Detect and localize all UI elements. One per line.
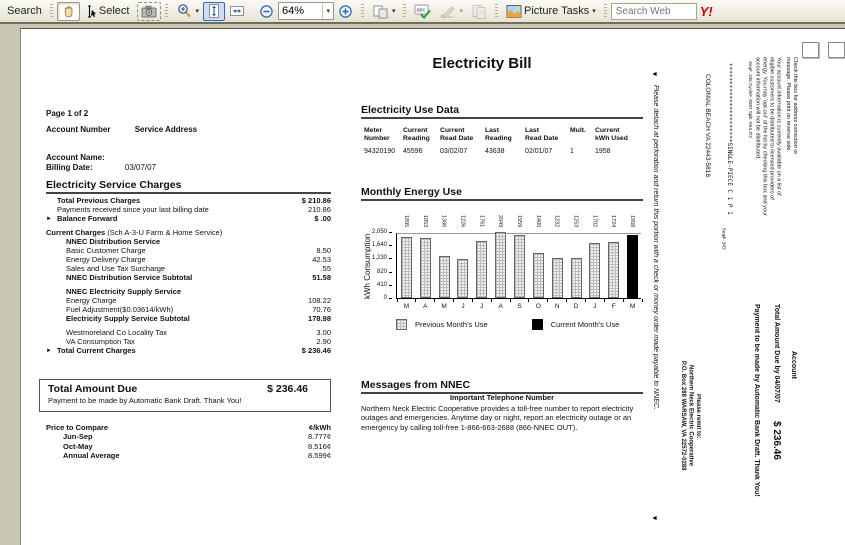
chart-x-tick xyxy=(453,299,454,302)
charge-label: Westmoreland Co Locality Tax xyxy=(66,328,168,338)
chart-bar-value-label: 1400 xyxy=(534,214,541,227)
chart-x-tick-label: S xyxy=(517,303,522,310)
vertical-text-line: Seq#-345 xyxy=(720,228,726,250)
monthly-energy-use-chart xyxy=(361,199,651,339)
chart-legend xyxy=(396,319,619,330)
toolbar-grip xyxy=(403,4,406,19)
chevron-down-icon: ▾ xyxy=(391,8,396,15)
use-data-column xyxy=(525,127,570,155)
chart-bar-value-label: 2049 xyxy=(497,214,504,227)
service-charges-table xyxy=(46,197,331,356)
page-title: Electricity Bill xyxy=(432,55,532,72)
account-number-label: Account Number xyxy=(46,125,111,134)
charge-row xyxy=(46,315,331,324)
toolbar-grip xyxy=(50,4,53,19)
messages-heading: Messages from NNEC xyxy=(361,379,643,394)
yahoo-logo: Y! xyxy=(699,3,713,19)
ibeam-cursor-icon xyxy=(84,4,97,19)
charge-value: 51.58 xyxy=(312,272,331,282)
vertical-text-line: Check this box for address correction or xyxy=(792,57,798,155)
chart-y-tick-label: 410 xyxy=(360,282,392,288)
chart-y-tick-label: 820 xyxy=(360,269,392,275)
chevron-down-icon: ▾ xyxy=(592,8,596,15)
messages-body: Northern Neck Electric Cooperative provides a toll-free number to report electricity outages and emergencies. Anytime day or night, report an electricity outage or an emergency by calling toll-free 1-866-663-2688 (866-NNEC OUT). xyxy=(361,404,634,432)
service-charges-heading: Electricity Service Charges xyxy=(46,179,331,194)
price-to-compare-heading: Price to Compare xyxy=(46,423,109,432)
use-data-cell: 1958 xyxy=(595,148,611,155)
price-period-label: Oct-May xyxy=(63,441,93,451)
chart-x-tick-label: A xyxy=(423,303,428,310)
chart-bar xyxy=(439,256,450,298)
use-data-cell: 94320190 xyxy=(364,148,396,155)
chart-bar-value-label: 1702 xyxy=(591,214,598,227)
account-name-label: Account Name: xyxy=(46,153,105,162)
snapshot-tool-button[interactable] xyxy=(137,2,161,21)
toolbar-grip xyxy=(495,4,498,19)
stub-amount-due-vertical xyxy=(766,304,782,544)
total-due-amount: $ 236.46 xyxy=(267,383,308,395)
chart-y-tick-label: 1,230 xyxy=(360,255,392,261)
charge-label: NNEC Distribution Service Subtotal xyxy=(66,272,193,282)
arrow-right-icon: ► xyxy=(46,348,52,355)
use-data-cell: 02/01/07 xyxy=(525,148,553,155)
search-button[interactable]: Search xyxy=(7,5,42,17)
use-data-column xyxy=(595,127,640,155)
charge-row xyxy=(46,274,331,283)
magnifier-icon xyxy=(176,3,192,19)
stub-account-label: Account xyxy=(790,351,797,379)
price-value: 8.516¢ xyxy=(308,441,331,451)
arrow-right-icon: ► xyxy=(46,215,52,222)
charge-label: Electricity Supply Service Subtotal xyxy=(66,313,190,323)
price-period-label: Jun-Sep xyxy=(63,432,93,442)
picture-tasks-button[interactable] xyxy=(502,2,600,21)
vertical-text-line: account information will not be distributed. xyxy=(754,57,761,160)
picture-tasks-icon xyxy=(506,4,522,19)
spellcheck-abc-icon xyxy=(414,4,431,19)
use-data-column-header: Last Reading xyxy=(485,127,512,142)
price-to-compare-row xyxy=(46,432,331,441)
optout-checkbox[interactable] xyxy=(828,42,845,58)
zoom-tool-button[interactable] xyxy=(172,2,203,21)
bill-page xyxy=(20,28,845,545)
copy-document-icon xyxy=(471,4,487,19)
price-period-label: Annual Average xyxy=(63,450,120,460)
charge-value: 3.00 xyxy=(316,328,331,338)
perforation-arrow-icon: ◄ xyxy=(651,515,658,522)
price-value: 8.599¢ xyxy=(308,450,331,460)
chart-x-tick-label: D xyxy=(573,303,579,310)
chart-x-tick xyxy=(472,299,473,302)
chart-x-tick xyxy=(397,299,398,302)
use-data-table xyxy=(364,127,646,155)
vertical-text-line: Please remit to: xyxy=(695,393,701,439)
vertical-text-line: eligible customers to be distributed to licensed providers of xyxy=(768,57,775,200)
chart-bar-value-label: 1226 xyxy=(459,214,466,227)
chart-x-tick-label: J xyxy=(461,303,465,310)
chart-bar xyxy=(514,235,525,298)
vertical-text-line: Northern Neck Electric Cooperative xyxy=(687,365,694,467)
billing-date-value: 03/07/07 xyxy=(124,163,157,172)
signature-pen-icon xyxy=(439,4,456,19)
service-address-label: Service Address xyxy=(134,125,198,134)
hand-icon xyxy=(61,4,76,19)
perforation-arrow-icon: ◄ xyxy=(651,71,658,78)
chart-y-axis-label: kWh Consumption xyxy=(363,233,372,299)
chart-x-tick-label: M xyxy=(441,303,447,310)
pdf-viewer-toolbar xyxy=(0,0,845,24)
chart-x-tick-label: A xyxy=(498,303,503,310)
billing-date-row xyxy=(46,163,156,172)
picture-tasks-label: Picture Tasks xyxy=(523,5,590,17)
price-value: 8.777¢ xyxy=(308,432,331,442)
use-data-column-header: Current Reading xyxy=(403,127,430,142)
charge-label: Energy Delivery Charge xyxy=(66,254,146,264)
charge-value: $ 236.46 xyxy=(301,346,331,356)
use-data-cell: 1 xyxy=(570,148,574,155)
chart-x-tick-label: N xyxy=(554,303,560,310)
chart-bar xyxy=(608,242,619,298)
chart-bar-value-label: 1895 xyxy=(402,214,409,227)
chart-y-tick-label: 1,640 xyxy=(360,242,392,248)
svg-text:abc: abc xyxy=(416,7,426,13)
toolbar-grip xyxy=(165,4,168,19)
chart-bar xyxy=(552,258,563,298)
charge-label: Current Charges (Sch A-3-U Farm & Home Service) xyxy=(46,228,223,238)
chart-x-tick xyxy=(528,299,529,302)
legend-previous-swatch xyxy=(396,319,407,330)
chart-bar-value-label: 1253 xyxy=(572,214,579,227)
legend-current-label: Current Month's Use xyxy=(550,320,620,329)
messages-subheading: Important Telephone Number xyxy=(449,393,555,402)
zoom-in-button[interactable] xyxy=(334,2,357,21)
mailing-city-vertical: COLONIAL BEACH VA 22443-5816 xyxy=(704,74,711,177)
zoom-level-value: 64% xyxy=(281,5,304,17)
chart-x-tick xyxy=(604,299,605,302)
chart-bar xyxy=(476,241,487,298)
chart-bar-value-label: 1724 xyxy=(610,214,617,227)
chart-x-tick-label: M xyxy=(629,303,636,310)
vertical-text-line: message. Please print on reverse side. xyxy=(785,57,792,153)
detach-instruction-vertical: Please detach at perforation and return this portion with a check or money order made payable to NNEC. xyxy=(652,85,659,410)
charge-value: 108.22 xyxy=(308,296,331,306)
use-data-column-header: Meter Number xyxy=(364,127,390,142)
price-to-compare-table xyxy=(46,423,331,460)
chevron-down-icon: ▾ xyxy=(195,8,199,15)
search-web-input[interactable] xyxy=(611,3,697,20)
chart-bar xyxy=(571,258,582,298)
select-tool-button[interactable] xyxy=(80,2,134,21)
price-to-compare-row xyxy=(46,451,331,460)
charge-value: $ .00 xyxy=(314,213,331,223)
charge-value: 210.86 xyxy=(308,204,331,214)
charge-value: .55 xyxy=(320,263,331,273)
fit-page-button[interactable] xyxy=(203,2,225,21)
charge-value: 70.76 xyxy=(312,304,331,314)
use-data-column-header: Current Read Date xyxy=(440,127,474,142)
sign-document-button[interactable] xyxy=(435,2,467,21)
charge-value: 42.53 xyxy=(312,254,331,264)
charge-label: Total Previous Charges xyxy=(57,196,141,205)
toolbar-grip xyxy=(361,4,364,19)
charge-row xyxy=(46,215,331,224)
charge-label: VA Consumption Tax xyxy=(66,337,135,347)
charge-label: Fuel Adjustment($0.03614/kWh) xyxy=(66,304,174,314)
legend-current-swatch xyxy=(532,319,543,330)
page-indicator: Page 1 of 2 xyxy=(46,109,89,118)
sequence-cycle-vertical: Seq# -345 Cycle# -0307 Split -MULTI2 xyxy=(748,61,753,138)
camera-icon xyxy=(141,5,157,18)
charge-label: Total Current Charges xyxy=(57,346,136,356)
page-layout-button[interactable] xyxy=(368,2,400,21)
address-correction-checkbox[interactable] xyxy=(802,42,819,58)
chart-x-tick xyxy=(585,299,586,302)
total-amount-due-box xyxy=(39,379,331,412)
charge-label: Energy Charge xyxy=(66,296,117,306)
chart-bar xyxy=(627,235,638,298)
charge-label-suffix: (Sch A-3-U Farm & Home Service) xyxy=(105,228,223,238)
charge-label: NNEC Distribution Service xyxy=(66,237,161,247)
use-data-column-header: Last Read Date xyxy=(525,127,559,142)
chart-x-tick xyxy=(510,299,511,302)
use-data-column-header: Current kWh Used xyxy=(595,127,628,142)
legend-previous-label: Previous Month's Use xyxy=(415,320,488,329)
charge-value: 178.98 xyxy=(308,313,331,323)
chart-bar-value-label: 1958 xyxy=(629,214,636,227)
chart-x-tick xyxy=(434,299,435,302)
chart-x-tick-label: M xyxy=(403,303,410,310)
chart-y-tick-label: 0 xyxy=(360,295,392,301)
stub-due-amount: $ 236.46 xyxy=(771,420,782,460)
select-label: Select xyxy=(98,5,130,17)
pages-icon xyxy=(372,4,389,19)
use-data-column xyxy=(364,127,403,155)
total-due-heading: Total Amount Due xyxy=(48,383,138,395)
spellcheck-button[interactable] xyxy=(410,2,435,21)
toolbar-grip xyxy=(604,4,607,19)
charge-label: Balance Forward xyxy=(57,213,118,223)
use-data-cell: 45596 xyxy=(403,148,423,155)
chevron-down-icon[interactable]: ▾ xyxy=(322,3,330,19)
chart-x-tick xyxy=(623,299,624,302)
vertical-text-line: Your account information is currently available on a list of xyxy=(775,57,782,196)
chart-x-tick xyxy=(566,299,567,302)
stub-payment-note-vertical: Payment to be made by Automatic Bank Draft. Thank You! xyxy=(753,304,760,497)
charge-label: Basic Customer Charge xyxy=(66,246,146,256)
chart-x-tick-label: J xyxy=(593,303,597,310)
chart-bar xyxy=(533,253,544,298)
chart-bar-value-label: 1853 xyxy=(421,214,428,227)
zoom-level-combobox[interactable] xyxy=(278,2,334,20)
chart-x-tick xyxy=(547,299,548,302)
address-correction-note xyxy=(784,57,798,312)
vertical-text-line: **********************SINGLE-PIECE C 1 P 1 xyxy=(726,63,733,215)
chart-bar-value-label: 1761 xyxy=(478,214,485,227)
chart-y-tick-label: 2,050 xyxy=(360,229,392,235)
stub-notes-vertical xyxy=(754,57,798,312)
chart-bar xyxy=(589,243,600,298)
use-data-column-header: Mult. xyxy=(570,127,586,134)
chart-bar-value-label: 1306 xyxy=(440,214,447,227)
use-data-heading: Electricity Use Data xyxy=(361,104,643,119)
chart-x-tick xyxy=(642,299,643,302)
use-data-column xyxy=(403,127,440,155)
charge-value: 8.50 xyxy=(316,246,331,256)
use-data-column xyxy=(440,127,485,155)
chevron-down-icon: ▾ xyxy=(459,8,463,15)
chart-bar xyxy=(457,259,468,298)
charge-label: NNEC Electricity Supply Service xyxy=(66,287,182,297)
plus-circle-icon xyxy=(338,4,353,19)
price-to-compare-row xyxy=(46,442,331,451)
charge-label: Sales and Use Tax Surcharge xyxy=(66,263,166,273)
account-header-row xyxy=(46,125,197,134)
vertical-text-line: energy. You may 'opt-out' of the list by checking this box and your xyxy=(761,57,768,216)
document-pane[interactable] xyxy=(0,24,845,545)
chart-x-tick-label: O xyxy=(535,303,541,310)
energy-use-heading: Monthly Energy Use xyxy=(361,186,643,201)
chart-bar-value-label: 1232 xyxy=(553,214,560,227)
hand-tool-button[interactable] xyxy=(57,2,80,21)
price-to-compare-unit: ¢/kWh xyxy=(308,423,331,432)
chart-x-tick-label: F xyxy=(611,303,616,310)
remit-address-vertical xyxy=(677,346,701,486)
billing-date-label: Billing Date: xyxy=(46,163,93,172)
vertical-text-line: P.O. Box 288 WARSAW, VA 22572-0288 xyxy=(680,361,686,471)
chart-bar xyxy=(495,232,506,298)
charge-row xyxy=(46,347,331,356)
fit-width-button[interactable] xyxy=(225,2,249,21)
use-data-column xyxy=(570,127,595,155)
charge-value: $ 210.86 xyxy=(301,196,331,205)
chart-plot-area xyxy=(371,214,641,310)
fit-width-icon xyxy=(229,4,245,18)
mail-sort-code-vertical xyxy=(715,63,733,331)
chart-x-tick-label: J xyxy=(480,303,484,310)
use-data-column xyxy=(485,127,525,155)
copy-pages-button[interactable] xyxy=(467,2,491,21)
zoom-out-button[interactable] xyxy=(255,2,278,21)
minus-circle-icon xyxy=(259,4,274,19)
use-data-cell: 43638 xyxy=(485,148,505,155)
chart-x-tick xyxy=(415,299,416,302)
chart-bar-value-label: 1959 xyxy=(516,214,522,227)
charge-value: 2.90 xyxy=(316,337,331,347)
chart-x-tick xyxy=(491,299,492,302)
charge-label: Payments received since your last billing date xyxy=(57,204,209,214)
total-due-note: Payment to be made by Automatic Bank Draft. Thank You! xyxy=(48,396,242,405)
use-data-cell: 03/02/07 xyxy=(440,148,468,155)
fit-page-icon xyxy=(207,3,221,19)
chart-bar xyxy=(401,237,412,298)
stub-due-line: Total Amount Due by 04/07/07 xyxy=(773,304,780,403)
chart-bar xyxy=(420,238,431,298)
